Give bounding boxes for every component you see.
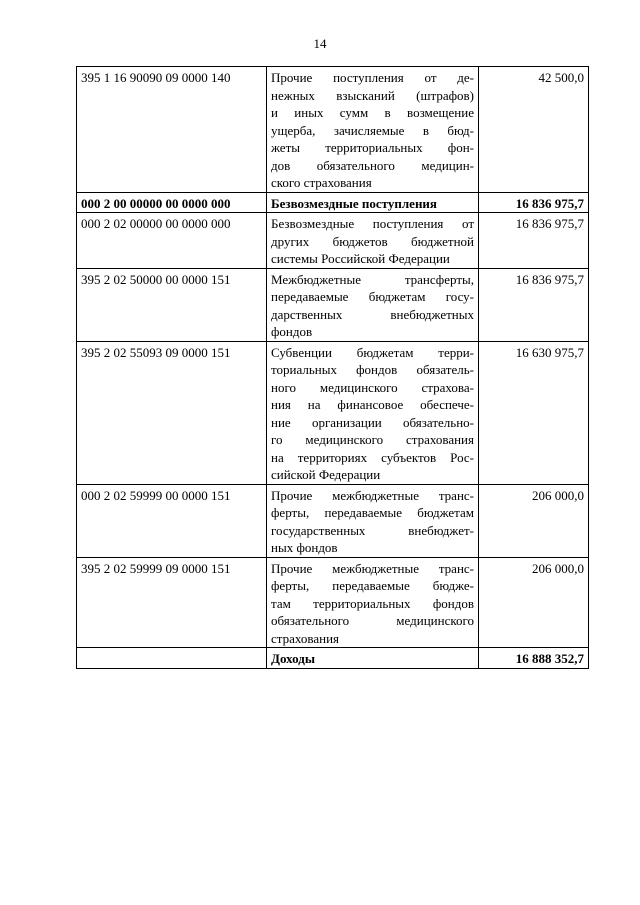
budget-name-line: нежных взысканий (штрафов) [271, 87, 474, 103]
budget-code-cell: 000 2 00 00000 00 0000 000 [77, 192, 267, 213]
table-row [77, 67, 589, 193]
budget-name-line: ферты, передаваемые бюдже- [271, 578, 474, 593]
budget-code-cell: 000 2 02 59999 00 0000 151 [77, 484, 267, 557]
budget-code-cell [77, 648, 267, 669]
budget-name-line: других бюджетов бюджетной [271, 233, 474, 249]
budget-name-line: фондов [271, 324, 313, 339]
budget-code-cell: 395 2 02 50000 00 0000 151 [77, 268, 267, 341]
budget-name-line: ского страхования [271, 175, 372, 190]
budget-amount-cell: 16 836 975,7 [479, 268, 589, 341]
budget-name-line: Безвозмездные поступления от [271, 216, 474, 231]
budget-name-line: Прочие межбюджетные транс- [271, 560, 474, 576]
budget-name-cell [267, 484, 479, 557]
budget-name-line: дов обязательного медицин- [271, 157, 474, 173]
budget-name-line: ния на финансовое обеспече- [271, 397, 474, 412]
budget-amount-cell: 206 000,0 [479, 484, 589, 557]
table-row [77, 192, 589, 213]
budget-name-cell [267, 67, 479, 193]
page-number: 14 [313, 36, 327, 51]
budget-name-line: сийской Федерации [271, 467, 381, 482]
budget-table [76, 66, 589, 669]
budget-name-line: государственных внебюджет- [271, 522, 474, 538]
budget-name-line: Прочие межбюджетные транс- [271, 487, 474, 503]
budget-name-line: Безвозмездные поступления [271, 195, 437, 211]
budget-amount-cell: 16 630 975,7 [479, 341, 589, 484]
budget-name-line: Межбюджетные трансферты, [271, 271, 474, 287]
budget-amount-cell: 16 836 975,7 [479, 213, 589, 269]
budget-amount-cell: 16 836 975,7 [479, 192, 589, 213]
budget-name-line: системы Российской Федерации [271, 251, 450, 266]
budget-name-line: ториальных фондов обязатель- [271, 362, 474, 377]
budget-name-cell [267, 648, 479, 669]
budget-name-line: на территориях субъектов Рос- [271, 449, 474, 465]
table-row [77, 268, 589, 341]
budget-name-cell [267, 268, 479, 341]
budget-name-line: жеты территориальных фон- [271, 140, 474, 155]
budget-name-line: ущерба, зачисляемые в бюд- [271, 122, 474, 138]
budget-name-cell [267, 192, 479, 213]
budget-name-line: Прочие поступления от де- [271, 70, 474, 85]
budget-name-line: ферты, передаваемые бюджетам [271, 505, 474, 520]
budget-code-cell: 395 2 02 55093 09 0000 151 [77, 341, 267, 484]
table-row [77, 213, 589, 269]
table-row [77, 484, 589, 557]
budget-name-line: Доходы [271, 651, 315, 666]
budget-name-line: дарственных внебюджетных [271, 306, 474, 322]
budget-name-cell [267, 341, 479, 484]
table-row [77, 648, 589, 669]
budget-name-line: страхования [271, 630, 340, 646]
budget-amount-cell: 16 888 352,7 [479, 648, 589, 669]
budget-name-cell [267, 557, 479, 648]
budget-name-cell [267, 213, 479, 269]
budget-table-body [77, 67, 589, 669]
budget-name-line: и иных сумм в возмещение [271, 105, 474, 120]
budget-name-line: ние организации обязательно- [271, 414, 474, 430]
budget-name-line: ных фондов [271, 540, 338, 555]
table-row [77, 557, 589, 648]
budget-name-line: обязательного медицинского [271, 613, 474, 628]
budget-amount-cell: 206 000,0 [479, 557, 589, 648]
budget-amount-cell: 42 500,0 [479, 67, 589, 193]
budget-name-line: го медицинского страхования [271, 432, 474, 447]
table-row [77, 341, 589, 484]
budget-code-cell: 395 1 16 90090 09 0000 140 [77, 67, 267, 193]
budget-name-line: ного медицинского страхова- [271, 379, 474, 395]
budget-code-cell: 000 2 02 00000 00 0000 000 [77, 213, 267, 269]
budget-name-line: там территориальных фондов [271, 595, 474, 611]
budget-code-cell: 395 2 02 59999 09 0000 151 [77, 557, 267, 648]
budget-name-line: Субвенции бюджетам терри- [271, 344, 474, 360]
budget-name-line: передаваемые бюджетам госу- [271, 289, 474, 304]
